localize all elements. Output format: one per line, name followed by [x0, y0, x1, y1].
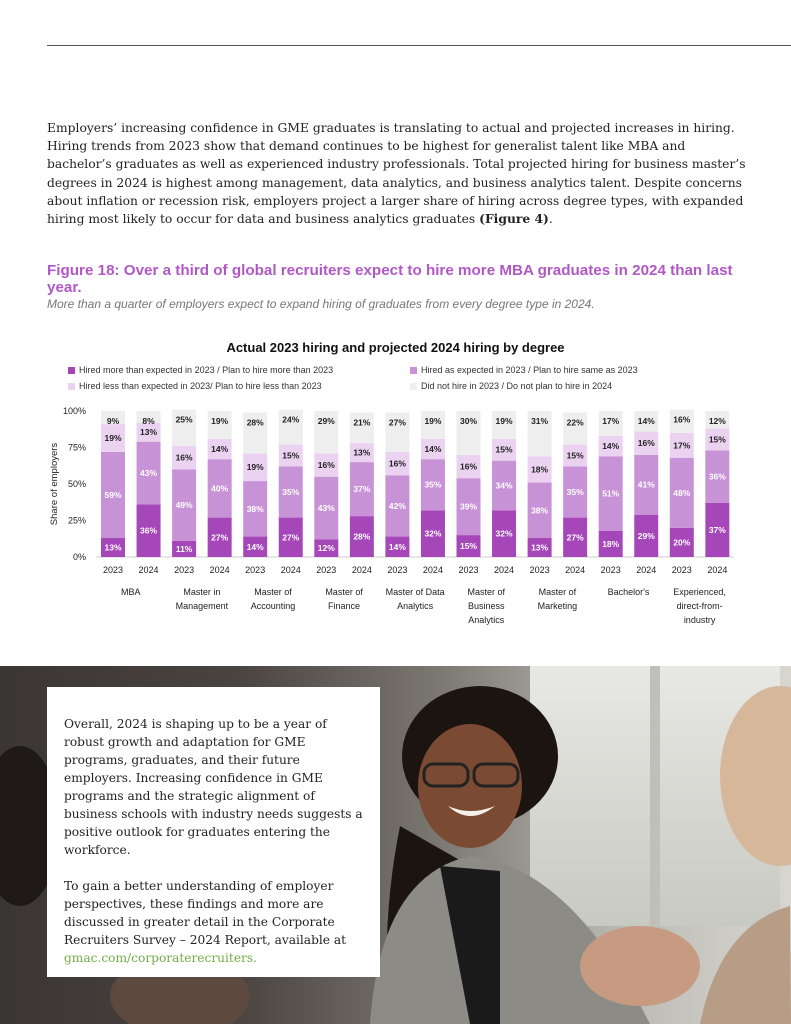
data-label: 35% — [282, 487, 300, 498]
legend-item-none — [410, 381, 612, 391]
group-label-line: Analytics — [468, 615, 505, 625]
legend-label-same: Hired as expected in 2023 / Plan to hire same as 2023 — [421, 365, 638, 375]
x-tick-label: 2024 — [209, 565, 230, 575]
data-label: 19% — [211, 416, 229, 426]
data-label: 51% — [602, 488, 620, 499]
data-label: 15% — [282, 450, 300, 461]
data-label: 16% — [459, 461, 478, 472]
data-label: 16% — [317, 460, 335, 471]
group-label — [608, 587, 650, 597]
data-label: 31% — [531, 416, 549, 426]
group-label — [386, 587, 445, 611]
group-label-line: Master in — [183, 587, 221, 597]
data-label: 27% — [388, 417, 406, 428]
data-label: 27% — [566, 532, 584, 543]
data-label: 36% — [140, 525, 158, 536]
group-label-line: Analytics — [397, 601, 434, 611]
group-label-line: Business — [468, 601, 505, 611]
data-label: 40% — [211, 483, 229, 494]
group-label-line: MBA — [121, 587, 141, 597]
data-label: 19% — [246, 462, 264, 473]
x-tick-label: 2023 — [102, 565, 124, 575]
data-label: 21% — [353, 417, 371, 428]
data-label: 20% — [673, 537, 691, 548]
data-label: 27% — [211, 532, 229, 543]
data-label: 43% — [140, 468, 158, 479]
y-tick-label: 50% — [67, 479, 86, 489]
data-label: 14% — [246, 541, 264, 552]
data-label: 17% — [602, 416, 620, 426]
legend-item-more — [68, 365, 333, 375]
intro-period: . — [548, 212, 553, 227]
x-tick-label: 2023 — [316, 565, 337, 575]
data-label: 34% — [495, 480, 513, 491]
data-label: 38% — [531, 505, 549, 516]
data-label: 30% — [459, 416, 478, 426]
data-label: 43% — [317, 503, 335, 514]
legend-item-less — [68, 381, 322, 391]
group-label-line: Master of Data — [385, 587, 445, 597]
data-label: 13% — [531, 542, 549, 553]
group-label-line: Accounting — [250, 601, 296, 611]
data-label: 12% — [708, 416, 726, 426]
data-label: 37% — [708, 524, 726, 535]
group-label-line: Finance — [328, 601, 361, 611]
data-label: 14% — [424, 443, 442, 454]
data-label: 38% — [246, 503, 264, 514]
chart-legend — [68, 363, 748, 397]
x-tick-label: 2024 — [280, 565, 301, 575]
y-axis-label: Share of employers — [49, 442, 60, 526]
data-label: 15% — [495, 444, 513, 455]
group-label-line: direct-from- — [676, 601, 723, 611]
data-label: 41% — [637, 479, 655, 490]
legend-swatch-less — [68, 383, 75, 390]
x-tick-label: 2023 — [174, 565, 195, 575]
data-label: 11% — [175, 543, 193, 554]
x-tick-label: 2023 — [529, 565, 550, 575]
data-label: 19% — [104, 433, 122, 444]
summary-callout-box — [47, 687, 380, 977]
data-label: 59% — [104, 489, 122, 500]
y-tick-label: 0% — [72, 552, 86, 562]
group-label — [251, 587, 296, 611]
data-label: 13% — [140, 427, 158, 438]
data-label: 42% — [388, 500, 406, 511]
data-label: 48% — [673, 487, 691, 498]
data-label: 29% — [317, 416, 335, 426]
y-tick-label: 100% — [62, 406, 86, 416]
group-label-line: Master of — [325, 587, 363, 597]
group-label — [325, 587, 363, 611]
data-label: 22% — [566, 417, 584, 428]
data-label: 18% — [531, 464, 549, 475]
x-tick-label: 2023 — [600, 565, 621, 575]
group-label-line: Master of — [467, 587, 506, 597]
x-tick-label: 2024 — [707, 565, 728, 575]
x-tick-label: 2024 — [138, 565, 159, 575]
data-label: 32% — [424, 528, 442, 539]
data-label: 28% — [246, 417, 264, 428]
group-label — [468, 587, 506, 625]
data-label: 17% — [673, 440, 691, 451]
data-label: 13% — [104, 542, 122, 553]
figure-reference: (Figure 4) — [479, 211, 549, 227]
data-label: 49% — [175, 500, 193, 511]
group-label-line: industry — [683, 615, 716, 625]
data-label: 19% — [424, 416, 442, 426]
group-label — [673, 587, 726, 625]
data-label: 16% — [388, 458, 406, 469]
data-label: 15% — [459, 541, 478, 552]
x-tick-label: 2023 — [387, 565, 408, 575]
x-tick-label: 2024 — [565, 565, 586, 575]
chart-title: Actual 2023 hiring and projected 2024 hiring by degree — [226, 340, 565, 355]
group-label-line: Management — [175, 601, 229, 611]
data-label: 9% — [106, 416, 120, 426]
figure-title: Figure 18: Over a third of global recruiters expect to hire more MBA graduates in 2024 than last year. — [47, 262, 733, 296]
data-label: 14% — [637, 416, 655, 426]
legend-swatch-none — [410, 383, 417, 390]
x-tick-label: 2024 — [351, 565, 372, 575]
data-label: 13% — [353, 447, 371, 458]
x-tick-label: 2023 — [458, 565, 479, 575]
data-label: 35% — [424, 479, 442, 490]
y-tick-label: 25% — [67, 515, 86, 526]
group-label — [121, 587, 141, 597]
legend-swatch-more — [68, 367, 75, 374]
callout-paragraph-2-text: To gain a better understanding of employer perspectives, these findings and more are discussed in greater detail in the Corporate Recruiters Survey – 2024 Report, available at — [64, 879, 347, 947]
data-label: 29% — [637, 530, 655, 541]
data-label: 14% — [211, 443, 229, 454]
data-label: 39% — [459, 501, 478, 512]
data-label: 18% — [602, 538, 620, 549]
stacked-bar-chart — [0, 400, 791, 635]
legend-label-none: Did not hire in 2023 / Do not plan to hire in 2024 — [421, 381, 613, 391]
x-tick-label: 2024 — [422, 565, 443, 575]
data-label: 16% — [175, 452, 193, 463]
x-tick-label: 2023 — [671, 565, 692, 575]
callout-paragraph-2 — [64, 877, 364, 967]
y-tick-label: 75% — [67, 442, 86, 453]
data-label: 36% — [708, 471, 726, 482]
intro-paragraph — [47, 119, 747, 228]
data-label: 14% — [388, 541, 406, 552]
data-label: 16% — [673, 414, 691, 425]
group-label-line: Marketing — [537, 601, 578, 611]
group-label-line: Master of — [538, 587, 577, 597]
group-label-line: Bachelor's — [607, 587, 650, 597]
legend-label-less: Hired less than expected in 2023/ Plan to hire less than 2023 — [79, 381, 322, 391]
data-label: 16% — [637, 438, 655, 449]
top-rule — [47, 45, 791, 46]
x-tick-label: 2023 — [245, 565, 266, 575]
data-label: 14% — [602, 441, 620, 452]
legend-label-more: Hired more than expected in 2023 / Plan to hire more than 2023 — [79, 365, 334, 375]
figure-subtitle: More than a quarter of employers expect to expand hiring of graduates from every degree type in 2024. — [47, 297, 595, 311]
x-tick-label: 2024 — [494, 565, 515, 575]
data-label: 8% — [142, 416, 155, 426]
legend-item-same — [410, 365, 638, 375]
data-label: 15% — [708, 434, 726, 445]
data-label: 25% — [175, 414, 193, 425]
data-label: 32% — [495, 528, 513, 539]
data-label: 35% — [566, 487, 584, 498]
group-label-line: Experienced, — [673, 587, 726, 597]
data-label: 12% — [317, 543, 335, 554]
corporate-recruiters-link[interactable]: gmac.com/corporaterecruiters. — [64, 951, 257, 965]
callout-paragraph-1: Overall, 2024 is shaping up to be a year of robust growth and adaptation for GME programs, graduates, and their future employers. Increasing confidence in GME programs and the strategic alignment of business schools with industry needs suggests a positive outlook for graduates entering the workforce. — [64, 717, 363, 857]
legend-swatch-same — [410, 367, 417, 374]
data-label: 28% — [353, 531, 371, 542]
data-label: 15% — [566, 450, 584, 461]
data-label: 27% — [282, 532, 300, 543]
data-label: 19% — [495, 416, 513, 426]
group-label — [538, 587, 578, 611]
data-label: 24% — [282, 414, 300, 425]
data-label: 37% — [353, 484, 371, 495]
x-tick-label: 2024 — [636, 565, 657, 575]
intro-text: Employers’ increasing confidence in GME graduates is translating to actual and projected increases in hiring. Hiring trends from 2023 show that demand continues to be highest for generalist talent like MBA and bachelor’s graduates as well as experienced industry professionals. Total projected hiring for business master’s degrees in 2024 is highest among management, data analytics, and business analytics talent. Despite concerns about inflation or recession risk, employers project a larger share of hiring across degree types, with expanded hiring most likely to occur for data and business analytics graduates — [47, 121, 746, 227]
group-label — [176, 587, 229, 611]
group-label-line: Master of — [254, 587, 292, 597]
